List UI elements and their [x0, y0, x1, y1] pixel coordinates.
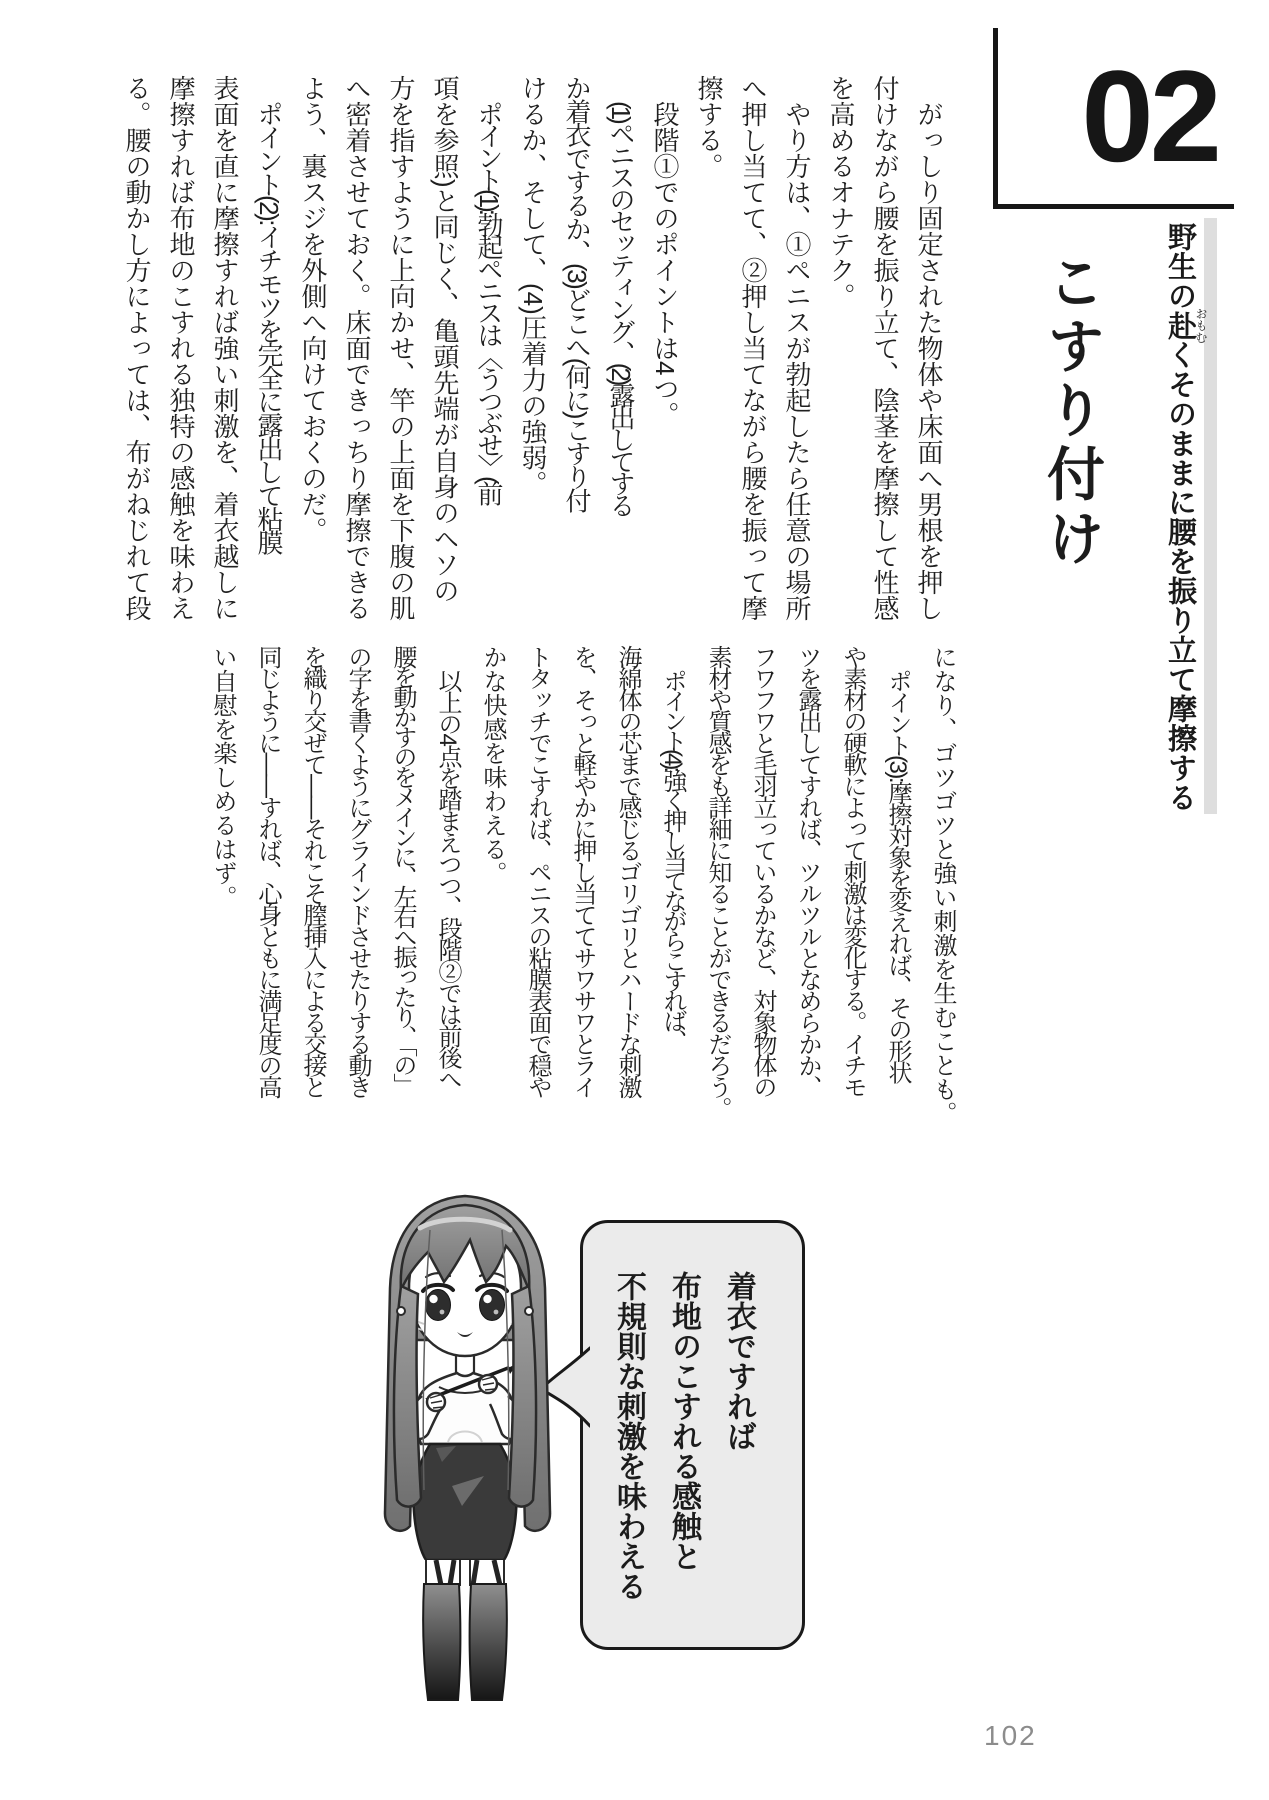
speech-bubble-line: 不規則な刺激を味わえる: [612, 1271, 645, 1601]
text-column: る。腰の動かし方によっては、布がねじれて段: [122, 75, 152, 621]
text-column: か着衣でするか、(3)どこへ(何に)こすり付: [562, 75, 592, 512]
text-column: へ押し当てて、②押し当てながら腰を振って摩: [738, 75, 768, 621]
chapter-number-block: [993, 28, 1234, 209]
text-column: 表面を直に摩擦すれば強い刺激を、着衣越しに: [210, 75, 240, 621]
earring-right: [525, 1307, 533, 1315]
speech-bubble: [580, 1220, 805, 1650]
text-column: や素材の硬軟によって刺激は変化する。イチモ: [839, 645, 866, 1097]
text-column: (1)ペニスのセッティング、(2)露出してする: [606, 101, 636, 515]
ruby-text: おもむ: [1194, 307, 1208, 344]
text-column: トタッチでこすれば、ペニスの粘膜表面で穏や: [524, 645, 551, 1097]
text-column: ポイント(3):摩擦対象を変えれば、その形状: [884, 669, 911, 1082]
skirt: [414, 1444, 517, 1560]
character-illustration: [360, 1190, 575, 1705]
speech-bubble-text: [601, 1271, 766, 1631]
page-subtitle: [1160, 222, 1207, 822]
text-column: を織り交ぜて——それこそ膣挿入による交接と: [299, 645, 326, 1097]
text-column: を、そっと軽やかに押し当ててサワサワとライ: [569, 645, 596, 1097]
text-column: 擦する。: [694, 75, 724, 179]
hair-side-right: [509, 1286, 536, 1507]
subtitle-pre: 野生の: [1164, 222, 1196, 311]
text-column: けるか、そして、(4)圧着力の強弱。: [518, 75, 548, 497]
text-column: 同じように——すれば、心身ともに満足度の高: [254, 645, 281, 1097]
page-number: 102: [984, 1720, 1037, 1751]
earring-left: [397, 1307, 405, 1315]
text-column: の字を書くようにグラインドさせたりする動き: [344, 645, 371, 1097]
text-column: い自慰を楽しめるはず。: [209, 645, 236, 909]
text-column: ポイント(1):勃起ペニスは〈うつぶせ〉(前: [474, 101, 504, 503]
article-block-2: [200, 645, 965, 1131]
subtitle-ruby: [1164, 307, 1208, 344]
text-column: がっしり固定された物体や床面へ男根を押し: [914, 101, 944, 621]
text-column: 付けながら腰を振り立て、陰茎を摩擦して性感: [870, 75, 900, 621]
text-column: 段階①でのポイントは4つ。: [650, 101, 680, 428]
text-column: かな快感を味わえる。: [479, 645, 506, 885]
article-block-1: [115, 75, 951, 627]
stocking-right: [470, 1584, 507, 1700]
stocking-left: [423, 1584, 460, 1700]
speech-bubble-line: 布地のこすれる感触と: [667, 1271, 700, 1571]
text-column: になり、ゴツゴツと強い刺激を生むことも。: [929, 645, 956, 1125]
ruby-base: 赴: [1164, 307, 1196, 344]
text-column: 項を参照)と同じく、亀頭先端が自身のヘソの: [430, 75, 460, 604]
text-column: 海綿体の芯まで感じるゴリゴリとハードな刺激: [614, 645, 641, 1097]
speech-bubble-line: 着衣ですれば: [722, 1271, 755, 1451]
subtitle-post: くそのままに腰を振り立て摩擦する: [1164, 340, 1196, 812]
text-column: 摩擦すれば布地のこすれる独特の感触を味わえ: [166, 75, 196, 621]
text-column: 素材や質感をも詳細に知ることができるだろう。: [704, 645, 731, 1118]
text-column: よう、裏スジを外側へ向けておくのだ。: [298, 75, 328, 543]
text-column: ポイント(2):イチモツを完全に露出して粘膜: [254, 101, 284, 553]
text-column: ポイント(4):強く押し当てながらこすれば、: [659, 669, 686, 1049]
text-column: 方を指すように上向かせ、竿の上面を下腹の肌: [386, 75, 416, 621]
text-column: を高めるオナテク。: [826, 75, 856, 309]
text-column: 以上の4点を踏まえつつ、段階②では前後へ: [434, 669, 461, 1089]
text-column: 腰を動かすのをメインに、左右へ振ったり、「の」: [389, 645, 416, 1093]
text-column: ツを露出してすれば、ツルツルとなめらかか、: [794, 645, 821, 1097]
chapter-number: 02: [1081, 43, 1218, 189]
text-column: へ密着させておく。床面できっちり摩擦できる: [342, 75, 372, 621]
text-column: やり方は、①ペニスが勃起したら任意の場所: [782, 101, 812, 621]
hair-side-left: [394, 1286, 421, 1507]
page-title: こすり付け: [1038, 252, 1103, 572]
text-column: フワフワと毛羽立っているかなど、対象物体の: [749, 645, 776, 1097]
